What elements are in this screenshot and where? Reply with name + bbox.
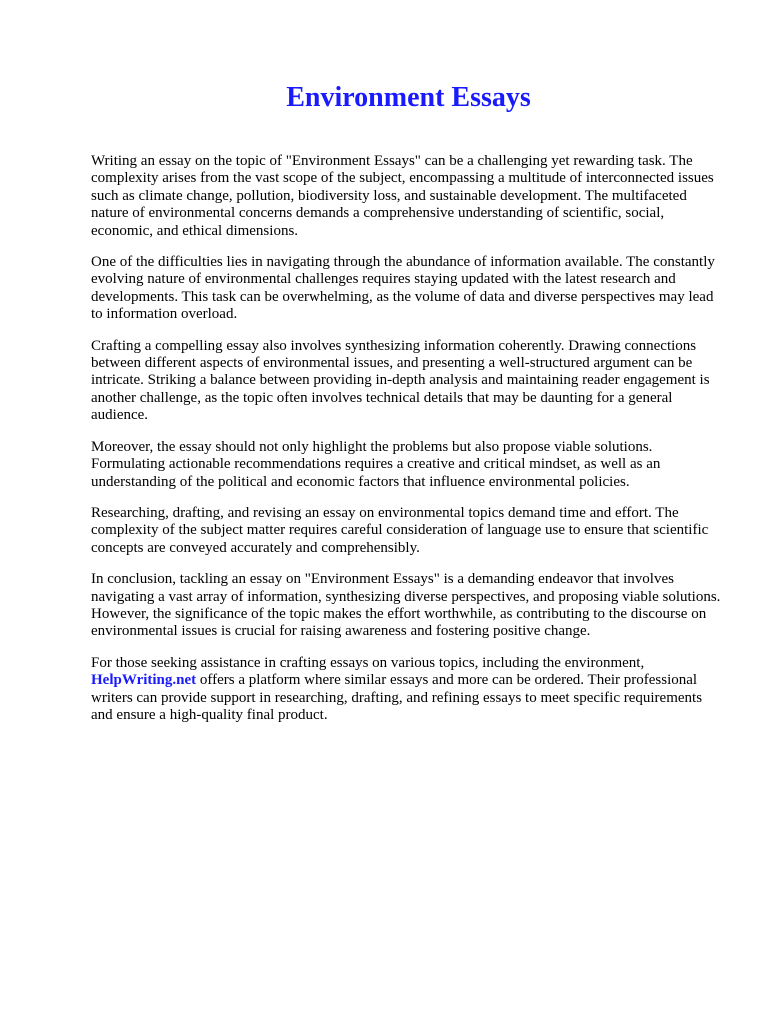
- paragraph-7-rest: offers a platform where similar essays and more can be ordered. Their professional writers can provide support in researching, drafting, and refining essays to meet specific requirements and ensure a high-quality final product.: [91, 672, 703, 723]
- paragraph-7: [91, 655, 726, 725]
- page-title: Environment Essays: [286, 82, 531, 113]
- document-page: [91, 80, 726, 738]
- paragraph-2: One of the difficulties lies in navigating through the abundance of information available. The constantly evolving nature of environmental challenges requires staying updated with the latest research and developments. This task can be overwhelming, as the volume of data and diverse perspectives may lead to information overload.: [91, 254, 715, 323]
- paragraph-5: Researching, drafting, and revising an essay on environmental topics demand time and effort. The complexity of the subject matter requires careful consideration of language use to ensure that scientific concepts are conveyed accurately and comprehensibly.: [91, 504, 709, 556]
- paragraph-6: In conclusion, tackling an essay on "Environment Essays" is a demanding endeavor that involves navigating a vast array of information, synthesizing diverse perspectives, and proposing viable solutions. However, the significance of the topic makes the effort worthwhile, as contributing to the discourse on environmental issues is crucial for raising awareness and fostering positive change.: [91, 571, 721, 640]
- paragraph-4: Moreover, the essay should not only highlight the problems but also propose viable solutions. Formulating actionable recommendations requires a creative and critical mindset, as well as an understanding of the political and economic factors that influence environmental policies.: [91, 438, 661, 490]
- helpwriting-link[interactable]: HelpWriting.net: [91, 672, 197, 689]
- paragraph-1: Writing an essay on the topic of "Environment Essays" can be a challenging yet rewarding task. The complexity arises from the vast scope of the subject, encompassing a multitude of interconnected issues such as climate change, pollution, biodiversity loss, and sustainable development. The multifaceted nature of environmental concerns demands a comprehensive understanding of scientific, social, economic, and ethical dimensions.: [91, 153, 714, 239]
- paragraph-7-intro: For those seeking assistance in crafting essays on various topics, including the environment,: [91, 654, 645, 671]
- paragraph-3: Crafting a compelling essay also involves synthesizing information coherently. Drawing connections between different aspects of environmental issues, and presenting a well-structured argument can be intricate. Striking a balance between providing in-depth analysis and maintaining reader engagement is another challenge, as the topic often involves technical details that may be daunting for a general audience.: [91, 337, 710, 424]
